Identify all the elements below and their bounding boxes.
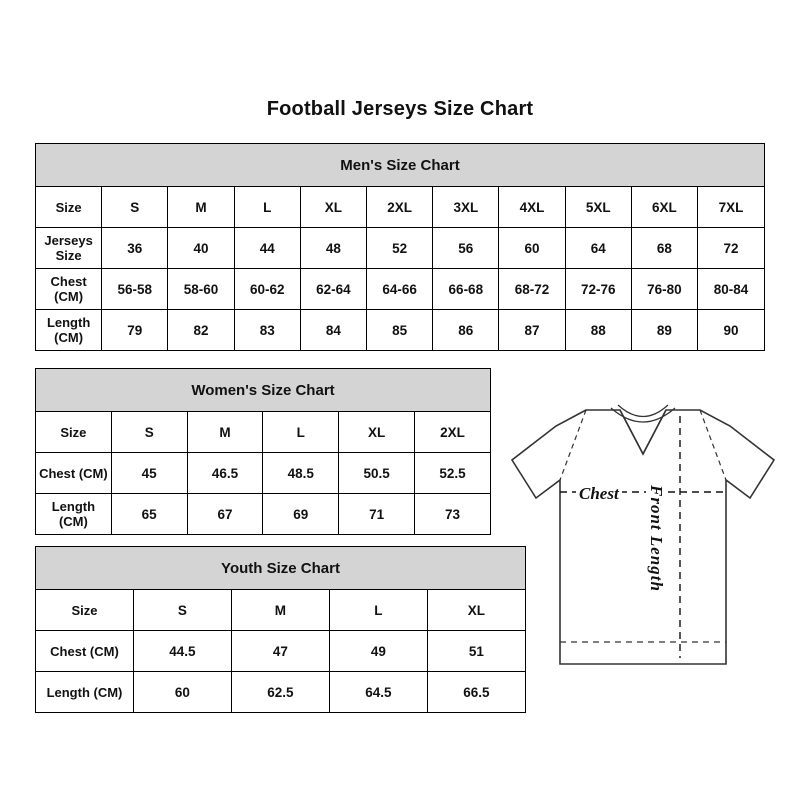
table-row [36, 494, 491, 535]
table-header-band-row [36, 547, 526, 590]
womens-size-table [35, 368, 491, 535]
table-cell: 73 [414, 494, 490, 535]
table-cell: 45 [111, 453, 187, 494]
table-row [36, 631, 526, 672]
row-label: Chest (CM) [36, 453, 112, 494]
youth-size-chart [35, 546, 526, 713]
table-header-band-row [36, 369, 491, 412]
jersey-body-path [512, 410, 774, 664]
row-label: Length (CM) [36, 672, 134, 713]
row-label: Chest (CM) [36, 631, 134, 672]
table-cell: 44.5 [133, 631, 231, 672]
mens-table-caption: Men's Size Chart [36, 144, 765, 187]
table-cell: 66.5 [427, 672, 525, 713]
column-header: S [102, 187, 168, 228]
column-header: XL [427, 590, 525, 631]
table-cell: 40 [168, 228, 234, 269]
table-cell: 48 [300, 228, 366, 269]
table-cell: 69 [263, 494, 339, 535]
column-header: S [111, 412, 187, 453]
table-cell: 84 [300, 310, 366, 351]
row-label: Chest (CM) [36, 269, 102, 310]
page-title: Football Jerseys Size Chart [266, 98, 534, 120]
table-cell: 36 [102, 228, 168, 269]
table-cell: 48.5 [263, 453, 339, 494]
table-row [36, 672, 526, 713]
table-row [36, 269, 765, 310]
table-cell: 90 [698, 310, 765, 351]
column-header: Size [36, 187, 102, 228]
table-cell: 71 [339, 494, 415, 535]
mens-size-table [35, 143, 765, 351]
table-cell: 85 [367, 310, 433, 351]
collar-curve-inner [618, 405, 668, 417]
column-header: L [263, 412, 339, 453]
column-header: M [231, 590, 329, 631]
table-cell: 83 [234, 310, 300, 351]
column-header: XL [339, 412, 415, 453]
table-cell: 65 [111, 494, 187, 535]
table-cell: 60 [499, 228, 565, 269]
right-sleeve-seam [700, 410, 726, 480]
youth-table-caption: Youth Size Chart [36, 547, 526, 590]
column-header: XL [300, 187, 366, 228]
table-cell: 62.5 [231, 672, 329, 713]
table-cell: 44 [234, 228, 300, 269]
table-cell: 67 [187, 494, 263, 535]
table-cell: 66-68 [433, 269, 499, 310]
row-label: Length (CM) [36, 494, 112, 535]
chest-measure-label: Chest [576, 484, 622, 504]
table-cell: 87 [499, 310, 565, 351]
table-cell: 56-58 [102, 269, 168, 310]
table-row [36, 228, 765, 269]
column-header: S [133, 590, 231, 631]
womens-size-chart [35, 368, 491, 535]
table-cell: 52.5 [414, 453, 490, 494]
table-column-header-row [36, 187, 765, 228]
table-cell: 52 [367, 228, 433, 269]
column-header: 3XL [433, 187, 499, 228]
column-header: 5XL [565, 187, 631, 228]
table-cell: 50.5 [339, 453, 415, 494]
table-cell: 46.5 [187, 453, 263, 494]
table-cell: 76-80 [631, 269, 697, 310]
table-cell: 60-62 [234, 269, 300, 310]
table-cell: 88 [565, 310, 631, 351]
column-header: 2XL [414, 412, 490, 453]
table-cell: 86 [433, 310, 499, 351]
table-cell: 80-84 [698, 269, 765, 310]
table-cell: 62-64 [300, 269, 366, 310]
column-header: M [168, 187, 234, 228]
table-cell: 79 [102, 310, 168, 351]
column-header: M [187, 412, 263, 453]
column-header: L [234, 187, 300, 228]
front-length-measure-label: Front Length [646, 482, 666, 595]
column-header: 6XL [631, 187, 697, 228]
table-cell: 64 [565, 228, 631, 269]
column-header: Size [36, 590, 134, 631]
table-cell: 47 [231, 631, 329, 672]
table-cell: 68 [631, 228, 697, 269]
jersey-measure-diagram [498, 392, 788, 692]
mens-size-chart [35, 143, 765, 351]
table-cell: 89 [631, 310, 697, 351]
column-header: 7XL [698, 187, 765, 228]
column-header: 4XL [499, 187, 565, 228]
table-column-header-row [36, 590, 526, 631]
table-row [36, 310, 765, 351]
column-header: Size [36, 412, 112, 453]
table-cell: 72 [698, 228, 765, 269]
table-cell: 49 [329, 631, 427, 672]
table-cell: 64.5 [329, 672, 427, 713]
table-cell: 58-60 [168, 269, 234, 310]
table-column-header-row [36, 412, 491, 453]
table-row [36, 453, 491, 494]
column-header: 2XL [367, 187, 433, 228]
table-cell: 72-76 [565, 269, 631, 310]
column-header: L [329, 590, 427, 631]
jersey-outline-icon [498, 392, 788, 692]
youth-size-table [35, 546, 526, 713]
row-label: Length (CM) [36, 310, 102, 351]
table-cell: 51 [427, 631, 525, 672]
table-cell: 68-72 [499, 269, 565, 310]
womens-table-caption: Women's Size Chart [36, 369, 491, 412]
table-header-band-row [36, 144, 765, 187]
table-cell: 60 [133, 672, 231, 713]
table-cell: 64-66 [367, 269, 433, 310]
table-cell: 82 [168, 310, 234, 351]
table-cell: 56 [433, 228, 499, 269]
left-sleeve-seam [560, 410, 586, 480]
row-label: Jerseys Size [36, 228, 102, 269]
